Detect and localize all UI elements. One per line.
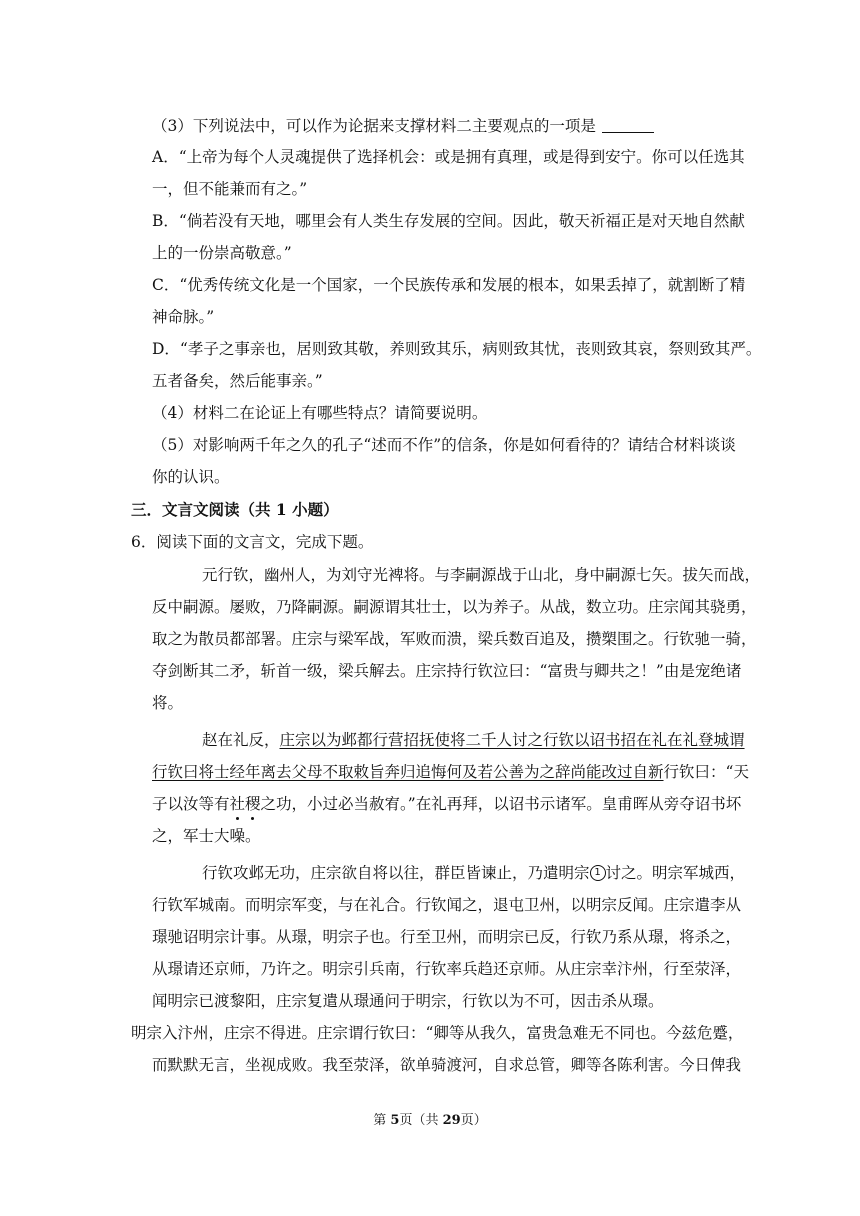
passage-p1-line-3: 取之为散员都部署。庄宗与梁军战，军败而溃，梁兵数百追及，攒槊围之。行钦驰一骑， <box>152 630 757 648</box>
underlined-sentence: 行钦曰将士经年离去父母不取敕旨奔归追悔何及若公善为之辞尚能改过自新 <box>152 763 664 781</box>
total-page-count: 29 <box>442 1113 461 1128</box>
passage-p4-line-2: 而默默无言，坐视成败。我至荥泽，欲单骑渡河，自求总管，卿等各陈利害。今日俾我 <box>152 1056 742 1074</box>
passage-p3-line-1: 行钦攻邺无功，庄宗欲自将以往，群臣皆谏止，乃遣明宗 1 讨之。明宗军城西， <box>202 864 746 882</box>
option-b-line-1: B．“倘若没有天地，哪里会有人类生存发展的空间。因此，敬天祈福正是对天地自然献 <box>152 212 745 230</box>
passage-p3-line-5: 闻明宗已渡黎阳，庄宗复遣从璟通问于明宗，行钦以为不可，因击杀从璟。 <box>152 992 664 1010</box>
question-5-line-2: 你的认识。 <box>152 468 230 486</box>
answer-blank <box>602 118 654 133</box>
passage-p1-line-2: 反中嗣源。屡败，乃降嗣源。嗣源谓其壮士，以为养子。从战，数立功。庄宗闻其骁勇， <box>152 598 757 616</box>
page-footer: 第 5页（共 29页） <box>373 1113 487 1128</box>
passage-p1-line-5: 将。 <box>152 694 184 712</box>
current-page-number: 5 <box>390 1113 400 1128</box>
passage-p2-line-1: 赵在礼反，庄宗以为邺都行营招抚使将二千人讨之行钦以诏书招在礼在礼登城谓 <box>202 731 745 749</box>
option-c-line-1: C．“优秀传统文化是一个国家，一个民族传承和发展的根本，如果丢掉了，就割断了精 <box>152 276 746 294</box>
passage-p3-line-3: 璟驰诏明宗计事。从璟，明宗子也。行至卫州，而明宗已反，行钦乃系从璟，将杀之， <box>152 928 742 946</box>
passage-p2-line-4: 之，军士大噪。 <box>152 827 261 845</box>
question-5-line-1: （5）对影响两千年之久的孔子“述而不作”的信条，你是如何看待的？请结合材料谈谈 <box>152 436 736 454</box>
option-d-line-2: 五者备矣，然后能事亲。” <box>152 372 323 390</box>
question-3-stem: （3）下列说法中，可以作为论据来支撑材料二主要观点的一项是 <box>152 116 654 136</box>
emphasis-dotted-char: 稷 <box>245 795 261 813</box>
option-a-line-2: 一，但不能兼而有之。” <box>152 180 308 198</box>
option-c-line-2: 神命脉。” <box>152 308 215 326</box>
passage-p2-line-2: 行钦曰将士经年离去父母不取敕旨奔归追悔何及若公善为之辞尚能改过自新行钦曰：“天 <box>152 763 749 781</box>
emphasis-dotted-char: 社 <box>229 795 246 813</box>
passage-p1-line-1: 元行钦，幽州人，为刘守光裨将。与李嗣源战于山北，身中嗣源七矢。拔矢而战， <box>202 566 761 584</box>
footnote-marker: 1 <box>590 865 606 881</box>
option-a-line-1: A．“上帝为每个人灵魂提供了选择机会：或是拥有真理，或是得到安宁。你可以任选其 <box>152 148 745 166</box>
underlined-sentence: 庄宗以为邺都行营招抚使将二千人讨之行钦以诏书招在礼在礼登城谓 <box>279 731 745 749</box>
question-4: （4）材料二在论证上有哪些特点？请简要说明。 <box>152 404 488 422</box>
passage-p1-line-4: 夺剑断其二矛，斩首一级，梁兵解去。庄宗持行钦泣曰：“富贵与卿共之！”由是宠绝诸 <box>152 662 742 680</box>
passage-p4-line-1: 明宗入汴州，庄宗不得进。庄宗谓行钦曰：“卿等从我久，富贵急难无不同也。今兹危蹙， <box>131 1024 744 1042</box>
passage-p2-line-3: 子以汝等有社稷之功，小过必当赦宥。”在礼再拜，以诏书示诸军。皇甫晖从旁夺诏书坏 <box>152 795 742 813</box>
passage-p3-line-4: 从璟请还京师，乃许之。明宗引兵南，行钦率兵趋还京师。从庄宗幸汴州，行至荥泽， <box>152 960 742 978</box>
option-d-line-1: D．“孝子之事亲也，居则致其敬，养则致其乐，病则致其忧，丧则致其哀，祭则致其严。 <box>152 340 762 358</box>
passage-p3-line-2: 行钦军城南。而明宗军变，与在礼合。行钦闻之，退屯卫州，以明宗反闻。庄宗遣李从 <box>152 896 742 914</box>
option-b-line-2: 上的一份崇高敬意。” <box>152 244 292 262</box>
section-heading: 三．文言文阅读（共 1 小题） <box>131 500 339 519</box>
question-6-stem: 6．阅读下面的文言文，完成下题。 <box>131 533 374 551</box>
